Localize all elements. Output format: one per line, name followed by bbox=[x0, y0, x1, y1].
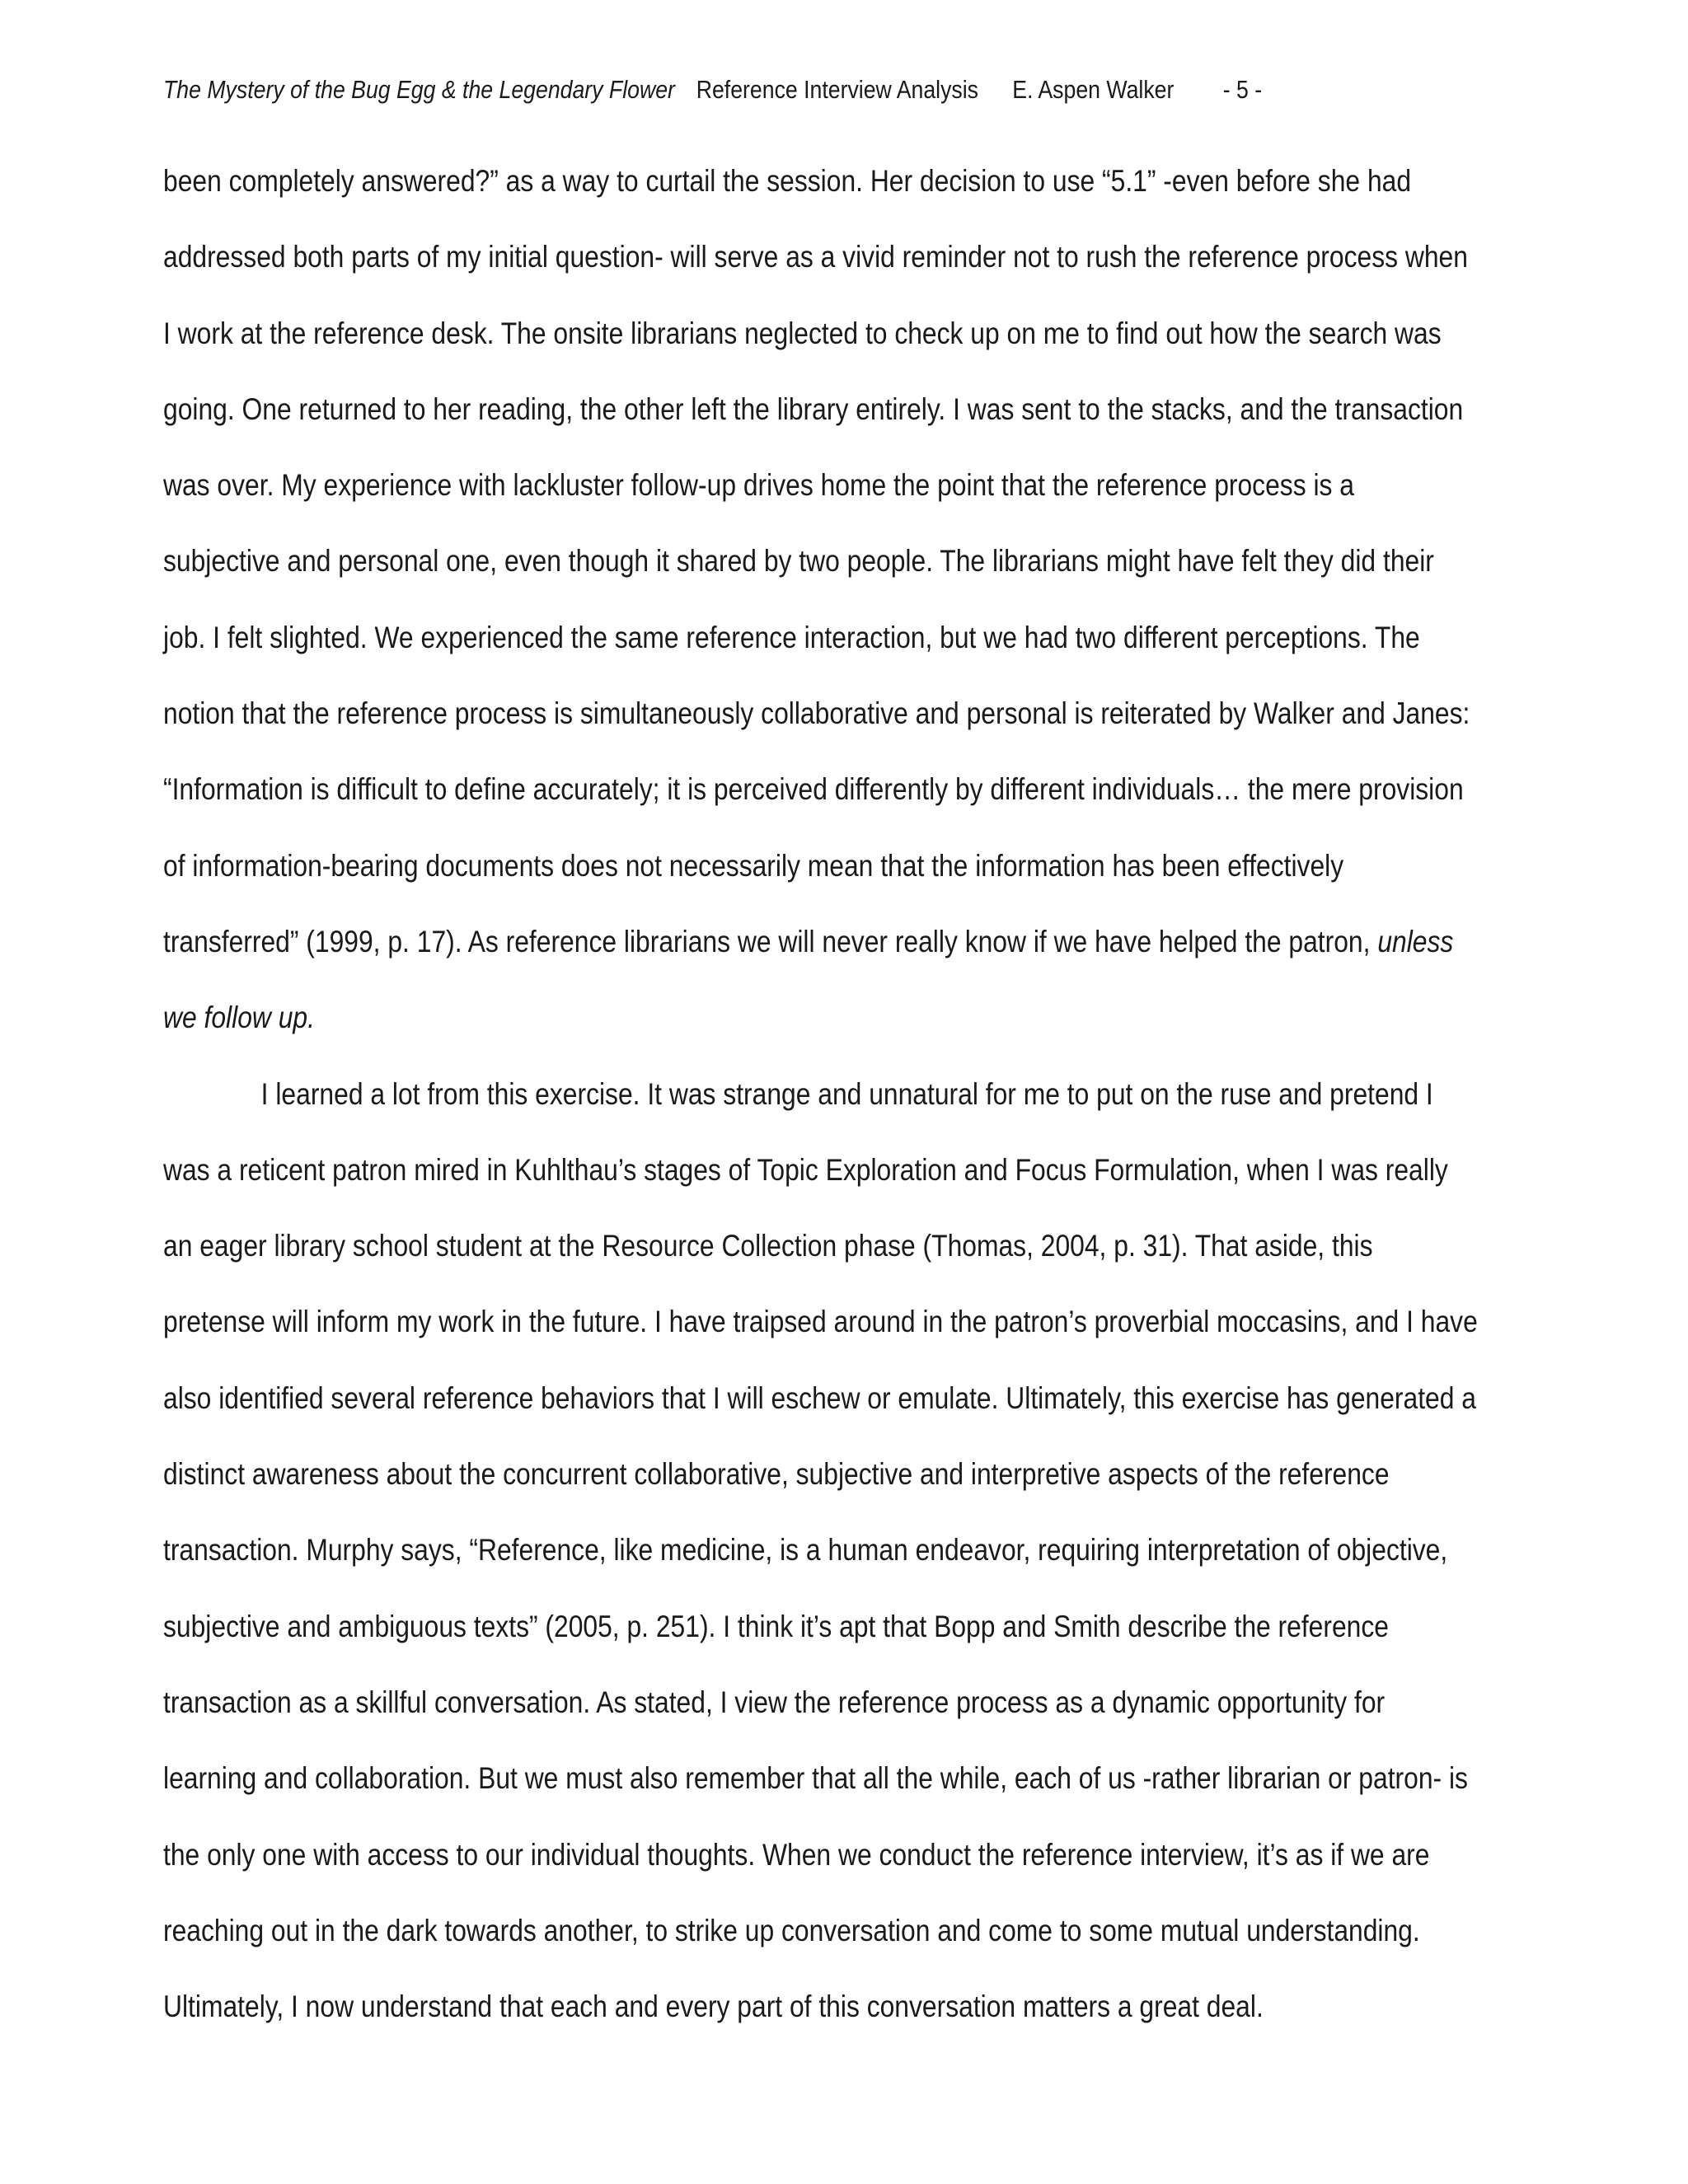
text-line bbox=[163, 993, 1340, 1069]
text-line: distinct awareness about the concurrent collaborative, subjective and interpretive aspects of the reference bbox=[163, 1457, 1390, 1492]
text-line bbox=[163, 917, 1454, 993]
text-line: pretense will inform my work in the future. I have traipsed around in the patron’s proverbial moccasins, and I have bbox=[163, 1305, 1478, 1339]
text-line: the only one with access to our individual thoughts. When we conduct the reference interview, it’s as if we are bbox=[163, 1837, 1430, 1872]
text-line: going. One returned to her reading, the other left the library entirely. I was sent to the stacks, and the transaction bbox=[163, 391, 1464, 426]
text-line: I work at the reference desk. The onsite librarians neglected to check up on me to find out how the search was bbox=[163, 316, 1442, 350]
text-line: been completely answered?” as a way to curtail the session. Her decision to use “5.1” -even before she had bbox=[163, 164, 1412, 198]
emphasis-unless: unless bbox=[1377, 924, 1454, 958]
text-line: addressed both parts of my initial question- will serve as a vivid reminder not to rush the reference process when bbox=[163, 240, 1468, 274]
text-line: “Information is difficult to define accurately; it is perceived differently by different individuals… the mere provision bbox=[163, 772, 1464, 807]
text-line: was a reticent patron mired in Kuhlthau’s stages of Topic Exploration and Focus Formulation, when I was really bbox=[163, 1152, 1448, 1187]
text-line: notion that the reference process is simultaneously collaborative and personal is reiterated by Walker and Janes: bbox=[163, 696, 1470, 731]
text-line: subjective and personal one, even though it shared by two people. The librarians might have felt they did their bbox=[163, 544, 1434, 579]
emphasis-follow-up: we follow up. bbox=[163, 1001, 315, 1035]
text-line: Ultimately, I now understand that each and every part of this conversation matters a great deal. bbox=[163, 1990, 1264, 2024]
text-line: learning and collaboration. But we must also remember that all the while, each of us -rather librarian or patron- is bbox=[163, 1761, 1468, 1796]
section-title: Reference Interview Analysis bbox=[696, 75, 979, 104]
text-line: job. I felt slighted. We experienced the same reference interaction, but we had two different perceptions. The bbox=[163, 620, 1420, 654]
text-line: an eager library school student at the Resource Collection phase (Thomas, 2004, p. 31). That aside, this bbox=[163, 1229, 1373, 1263]
author-name: E. Aspen Walker bbox=[1012, 75, 1175, 104]
text-line: subjective and ambiguous texts” (2005, p. 251). I think it’s apt that Bopp and Smith describe the reference bbox=[163, 1609, 1389, 1643]
text-line-run: transferred” (1999, p. 17). As reference librarians we will never really know if we have helped the patron, bbox=[163, 924, 1371, 958]
page-header bbox=[163, 69, 1333, 110]
document-body bbox=[163, 157, 1478, 2058]
text-line: transaction. Murphy says, “Reference, like medicine, is a human endeavor, requiring interpretation of objective, bbox=[163, 1533, 1448, 1568]
text-line: transaction as a skillful conversation. As stated, I view the reference process as a dynamic opportunity for bbox=[163, 1685, 1386, 1719]
text-line: of information-bearing documents does not necessarily mean that the information has been effectively bbox=[163, 848, 1344, 883]
paragraph-start-line: I learned a lot from this exercise. It was strange and unnatural for me to put on the ruse and pretend I bbox=[260, 1076, 1433, 1111]
text-line: also identified several reference behaviors that I will eschew or emulate. Ultimately, this exercise has generated a bbox=[163, 1380, 1476, 1415]
text-line: was over. My experience with lackluster follow-up drives home the point that the reference process is a bbox=[163, 468, 1354, 503]
page-number: - 5 - bbox=[1222, 75, 1263, 104]
text-line: reaching out in the dark towards another, to strike up conversation and come to some mutual understanding. bbox=[163, 1913, 1420, 1947]
running-title: The Mystery of the Bug Egg & the Legendary Flower bbox=[163, 75, 675, 104]
